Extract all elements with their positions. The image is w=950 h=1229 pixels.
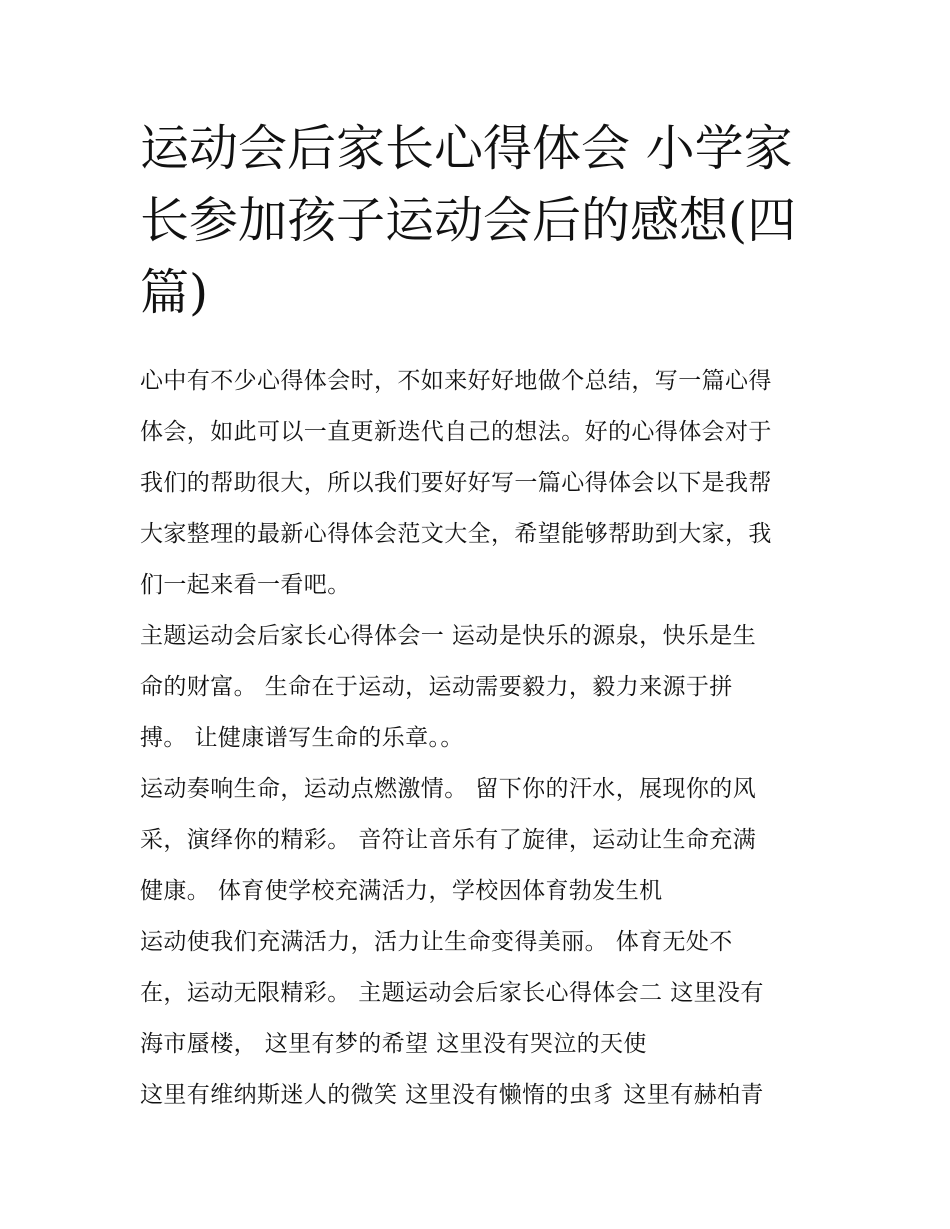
- body-line: 我们的帮助很大，所以我们要好好写一篇心得体会以下是我帮: [140, 470, 772, 496]
- title-line: 长参加孩子运动会后的感想(四: [140, 192, 797, 249]
- body-line: 搏。 让健康谱写生命的乐章。。: [140, 725, 464, 751]
- body-line: 在，运动无限精彩。 主题运动会后家长心得体会二 这里没有: [140, 980, 764, 1006]
- body-line: 运动奏响生命，运动点燃激情。 留下你的汗水，展现你的风: [140, 776, 757, 802]
- document-title: [140, 113, 820, 329]
- body-line: 体会，如此可以一直更新迭代自己的想法。好的心得体会对于: [140, 419, 772, 445]
- body-line: 健康。 体育使学校充满活力，学校因体育勃发生机: [140, 878, 663, 904]
- body-line: 主题运动会后家长心得体会一 运动是快乐的源泉，快乐是生: [140, 623, 757, 649]
- body-line: 命的财富。 生命在于运动，运动需要毅力，毅力来源于拼: [140, 674, 733, 700]
- body-line: 运动使我们充满活力，活力让生命变得美丽。 体育无处不: [140, 929, 733, 955]
- document-body: [140, 356, 820, 1121]
- body-line: 们一起来看一看吧。: [140, 572, 351, 598]
- body-line: 心中有不少心得体会时，不如来好好地做个总结，写一篇心得: [140, 368, 772, 394]
- body-line: 采，演绎你的精彩。 音符让音乐有了旋律，运动让生命充满: [140, 827, 757, 853]
- title-line: 运动会后家长心得体会 小学家: [140, 120, 793, 177]
- body-line: 这里有维纳斯迷人的微笑 这里没有懒惰的虫豸 这里有赫柏青: [140, 1082, 764, 1108]
- body-line: 海市蜃楼， 这里有梦的希望 这里没有哭泣的天使: [140, 1031, 647, 1057]
- title-line: 篇): [140, 264, 209, 321]
- body-line: 大家整理的最新心得体会范文大全，希望能够帮助到大家，我: [140, 521, 772, 547]
